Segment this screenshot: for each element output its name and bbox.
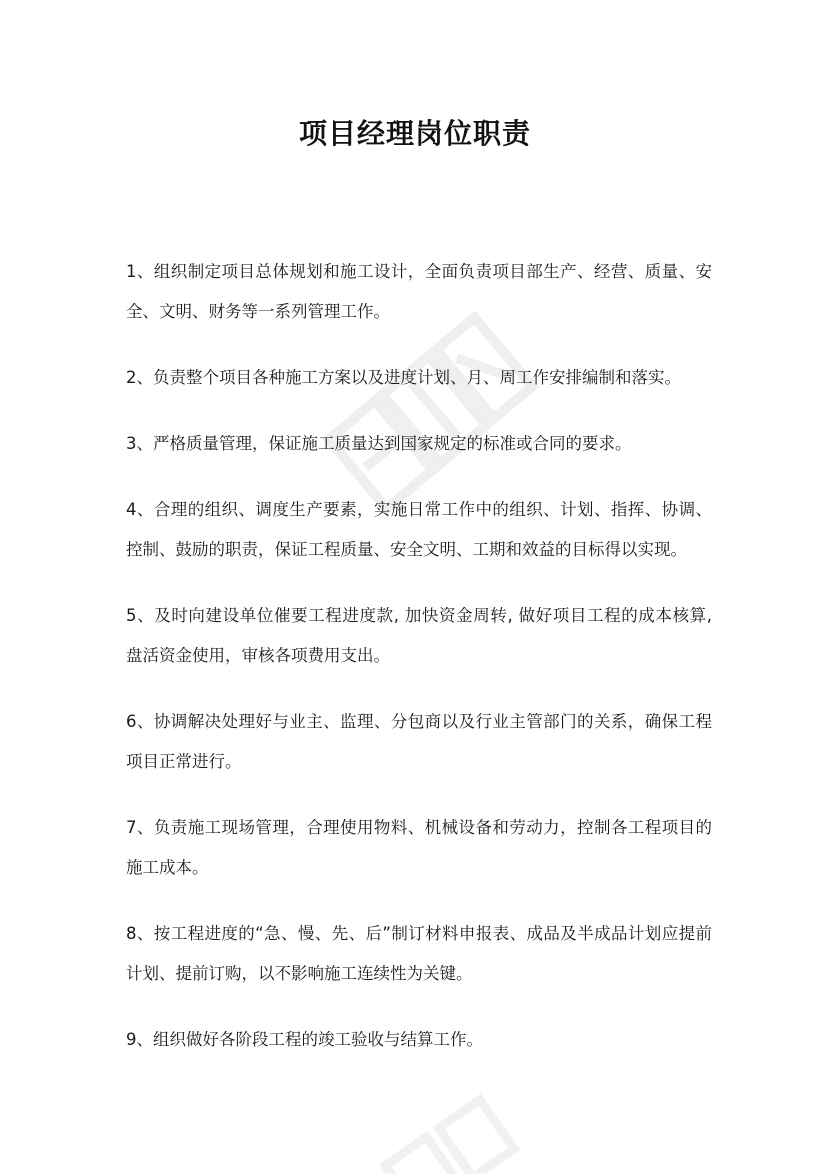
list-item: 2、负责整个项目各种施工方案以及进度计划、月、周工作安排编制和落实。 [126, 368, 681, 387]
watermark-logo-icon [360, 1090, 560, 1174]
list-item: 4、合理的组织、调度生产要素，实施日常工作中的组织、计划、指挥、协调、控制、鼓励的职责，保证工程质量、安全文明、工期和效益的目标得以实现。 [126, 500, 712, 559]
responsibility-list [126, 252, 712, 1086]
list-item: 3、严格质量管理，保证施工质量达到国家规定的标准或合同的要求。 [126, 434, 632, 453]
list-item: 9、组织做好各阶段工程的竣工验收与结算工作。 [126, 1030, 483, 1049]
list-item: 8、按工程进度的“急、慢、先、后”制订材料申报表、成品及半成品计划应提前计划、提前订购，以不影响施工连续性为关键。 [126, 924, 712, 983]
list-item: 1、组织制定项目总体规划和施工设计，全面负责项目部生产、经营、质量、安全、文明、财务等一系列管理工作。 [126, 262, 712, 321]
page-title: 项目经理岗位职责 [298, 117, 531, 150]
list-item: 6、协调解决处理好与业主、监理、分包商以及行业主管部门的关系，确保工程项目正常进行。 [126, 712, 712, 771]
list-item: 7、负责施工现场管理，合理使用物料、机械设备和劳动力，控制各工程项目的施工成本。 [126, 818, 712, 877]
list-item: 5、及时向建设单位催要工程进度款, 加快资金周转, 做好项目工程的成本核算, 盘活资金使用，审核各项费用支出。 [126, 606, 712, 665]
